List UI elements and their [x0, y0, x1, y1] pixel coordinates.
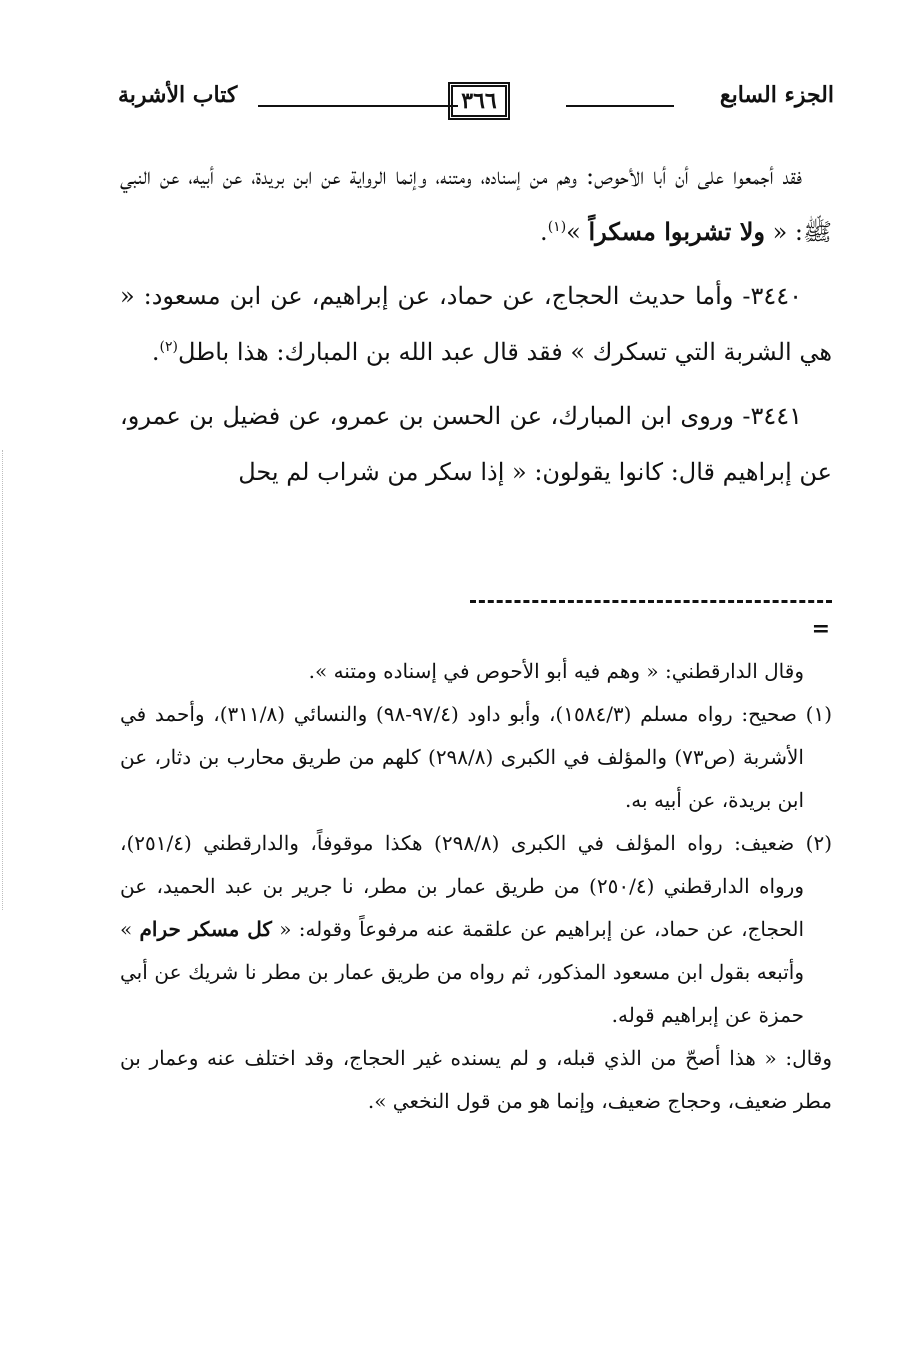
- paragraph-1-end: .: [540, 218, 548, 246]
- paragraph-3441: [120, 388, 832, 500]
- dashed-rule: [470, 600, 832, 603]
- footnote-ref-1: (١): [547, 219, 567, 235]
- paragraph-1: [120, 148, 832, 260]
- continuation-mark: =: [811, 616, 830, 642]
- footnote-1: (١) صحيح: رواه مسلم (١٥٨٤/٣)، وأبو داود (٩٧/٤-٩٨) والنسائي (٣١١/٨)، وأحمد في الأشربة (ص٧٣) والمؤلف في الكبرى (٢٩٨/٨) كلهم من طريق محارب بن دثار، عن ابن بريدة، عن أبيه به.: [120, 702, 833, 812]
- main-text: [120, 148, 832, 500]
- book-title: كتاب الأشربة: [118, 82, 238, 108]
- footnote-2: [120, 822, 832, 1037]
- page-number: ٣٦٦: [448, 82, 510, 120]
- paragraph-1-quote-close: »: [566, 218, 589, 246]
- footnote-ref-2: (٢): [159, 339, 178, 355]
- paragraph-1-text: فقد أجمعوا على أن أبا الأحوص: وهم من إسناده، ومتنه، وإنما الرواية عن ابن بريدة، عن أبيه، عن النبي ﷺ: «: [120, 162, 832, 246]
- paragraph-3440-end: .: [151, 338, 160, 366]
- footnote-2-text: (٢) ضعيف: رواه المؤلف في الكبرى (٢٩٨/٨) هكذا موقوفاً، والدارقطني (٢٥١/٤)، ورواه الدارقطني (٢٥٠/٤) من طريق عمار بن مطر، نا جرير بن عبد الحميد، عن الحجاج، عن حماد، عن إبراهيم عن علقمة عنه مرفوعاً وقوله: «: [120, 831, 833, 941]
- footnote-2-text-cont: » وأتبعه بقول ابن مسعود المذكور، ثم رواه من طريق عمار بن مطر نا شريك عن أبي حمزة عن إبراهيم قوله.: [120, 917, 804, 1027]
- page-header: [118, 74, 834, 130]
- paragraph-3441-text: ٣٤٤١- وروى ابن المبارك، عن الحسن بن عمرو، عن فضيل بن عمرو، عن إبراهيم قال: كانوا يقولون: « إذا سكر من شراب لم يحل: [120, 402, 832, 486]
- hadith-quote: ولا تشربوا مسكراً: [588, 217, 765, 246]
- paragraph-3440-text: ٣٤٤٠- وأما حديث الحجاج، عن حماد، عن إبراهيم، عن ابن مسعود: « هي الشربة التي تسكرك » فقد قال عبد الله بن المبارك: هذا باطل: [120, 282, 832, 366]
- footnote-continued: وقال الدارقطني: « وهم فيه أبو الأحوص في إسناده ومتنه ».: [308, 659, 804, 683]
- footnotes: [120, 650, 832, 1123]
- footnote-2-remark: وقال: « هذا أصحّ من الذي قبله، و لم يسنده غير الحجاج، وقد اختلف عنه وعمار بن مطر ضعيف، وحجاج ضعيف، وإنما هو من قول النخعي ».: [120, 1046, 832, 1113]
- header-rule-left: [258, 105, 458, 107]
- paragraph-3440: [120, 268, 832, 380]
- footnote-2-quote: كل مسكر حرام: [139, 917, 272, 941]
- scan-margin-marks: [2, 450, 7, 910]
- part-title: الجزء السابع: [719, 82, 834, 108]
- footnote-separator: [120, 600, 832, 640]
- header-rule-right: [566, 105, 674, 107]
